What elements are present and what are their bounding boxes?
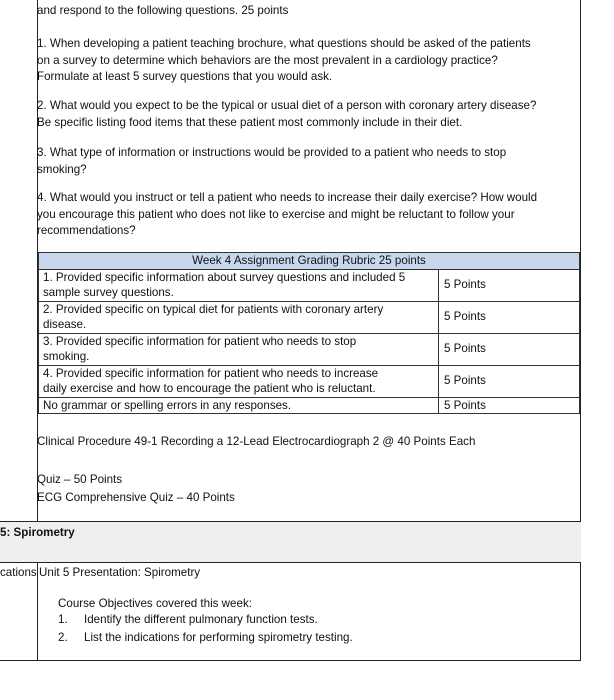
- question-3: [37, 145, 506, 178]
- quiz-line: Quiz – 50 Points: [37, 473, 123, 486]
- rubric-criterion-line: 3. Provided specific information for patient who needs to stop: [43, 334, 357, 348]
- objective-text: List the indications for performing spirometry testing.: [84, 631, 353, 644]
- presentation-cell-border: [37, 562, 38, 661]
- rubric-row: [39, 397, 580, 414]
- rubric-criterion: [39, 397, 439, 414]
- rubric-row: [39, 365, 580, 397]
- rubric-criterion: [39, 365, 439, 397]
- clinical-procedure: Clinical Procedure 49-1 Recording a 12-Lead Electrocardiograph 2 @ 40 Points Each: [37, 435, 476, 448]
- objectives-heading: Course Objectives covered this week:: [58, 597, 252, 610]
- objective-number: 1.: [58, 613, 68, 626]
- intro-text: and respond to the following questions. 25 points: [37, 4, 289, 17]
- rubric-criterion-line: 4. Provided specific information for patient who needs to increase: [43, 366, 379, 380]
- question-1-line-3: Formulate at least 5 survey questions that you would ask.: [37, 70, 333, 83]
- rubric-criterion: [39, 269, 439, 301]
- unit-header: 5: Spirometry: [0, 526, 75, 539]
- question-4-line-2: you encourage this patient who does not like to exercise and might be reluctant to follow your: [37, 207, 515, 221]
- rubric-row: [39, 269, 580, 301]
- rubric-criterion-line: smoking.: [43, 350, 90, 363]
- rubric-criterion-line: 2. Provided specific on typical diet for patients with coronary artery: [43, 302, 384, 316]
- rubric-points: 5 Points: [439, 269, 580, 301]
- rubric-points: 5 Points: [439, 365, 580, 397]
- list-item: [58, 630, 353, 647]
- rubric-points: 5 Points: [439, 301, 580, 333]
- unit-bottom-border: [0, 562, 581, 563]
- question-1-line-1: 1. When developing a patient teaching brochure, what questions should be asked of the patients: [37, 37, 531, 50]
- rubric-header-row: [39, 253, 580, 270]
- rubric-title: Week 4 Assignment Grading Rubric 25 points: [39, 253, 580, 270]
- question-4-line-3: recommendations?: [37, 224, 136, 237]
- grading-rubric-table: [38, 252, 580, 414]
- objective-text: Identify the different pulmonary function tests.: [84, 613, 318, 626]
- rubric-row: [39, 333, 580, 365]
- unit-top-border: [0, 521, 581, 522]
- question-3-line-2: smoking?: [37, 162, 87, 176]
- question-4: [37, 190, 537, 240]
- list-item: [58, 612, 318, 629]
- rubric-points: 5 Points: [439, 397, 580, 414]
- question-4-line-1: 4. What would you instruct or tell a patient who needs to increase their daily exercise? How would: [37, 191, 538, 204]
- question-1: [37, 36, 531, 86]
- ecg-quiz-line: ECG Comprehensive Quiz – 40 Points: [37, 491, 235, 504]
- rubric-points: 5 Points: [439, 333, 580, 365]
- rubric-criterion: [39, 301, 439, 333]
- rubric-criterion-line: sample survey questions.: [43, 286, 174, 299]
- question-1-line-2: on a survey to determine which behaviors are the most prevalent in a cardiology practice?: [37, 53, 498, 67]
- unit-presentation: Unit 5 Presentation: Spirometry: [39, 566, 201, 579]
- question-2: [37, 98, 536, 131]
- rubric-criterion-line: daily exercise and how to encourage the patient who is reluctant.: [43, 382, 376, 395]
- rubric-criterion-line: 1. Provided specific information about survey questions and included 5: [43, 270, 406, 284]
- question-2-line-1: 2. What would you expect to be the typical or usual diet of a person with coronary artery disease?: [37, 99, 537, 112]
- unit-header-band: [0, 522, 581, 562]
- question-2-line-2: Be specific listing food items that these patient most commonly include in their diet.: [37, 115, 463, 129]
- rubric-criterion-line: No grammar or spelling errors in any responses.: [43, 398, 292, 412]
- question-3-line-1: 3. What type of information or instructions would be provided to a patient who needs to stop: [37, 146, 507, 159]
- table-bottom-border: [0, 660, 581, 661]
- rubric-row: [39, 301, 580, 333]
- rubric-criterion-line: disease.: [43, 318, 87, 331]
- presentations-label: cations: [0, 566, 37, 579]
- objective-number: 2.: [58, 631, 68, 644]
- rubric-criterion: [39, 333, 439, 365]
